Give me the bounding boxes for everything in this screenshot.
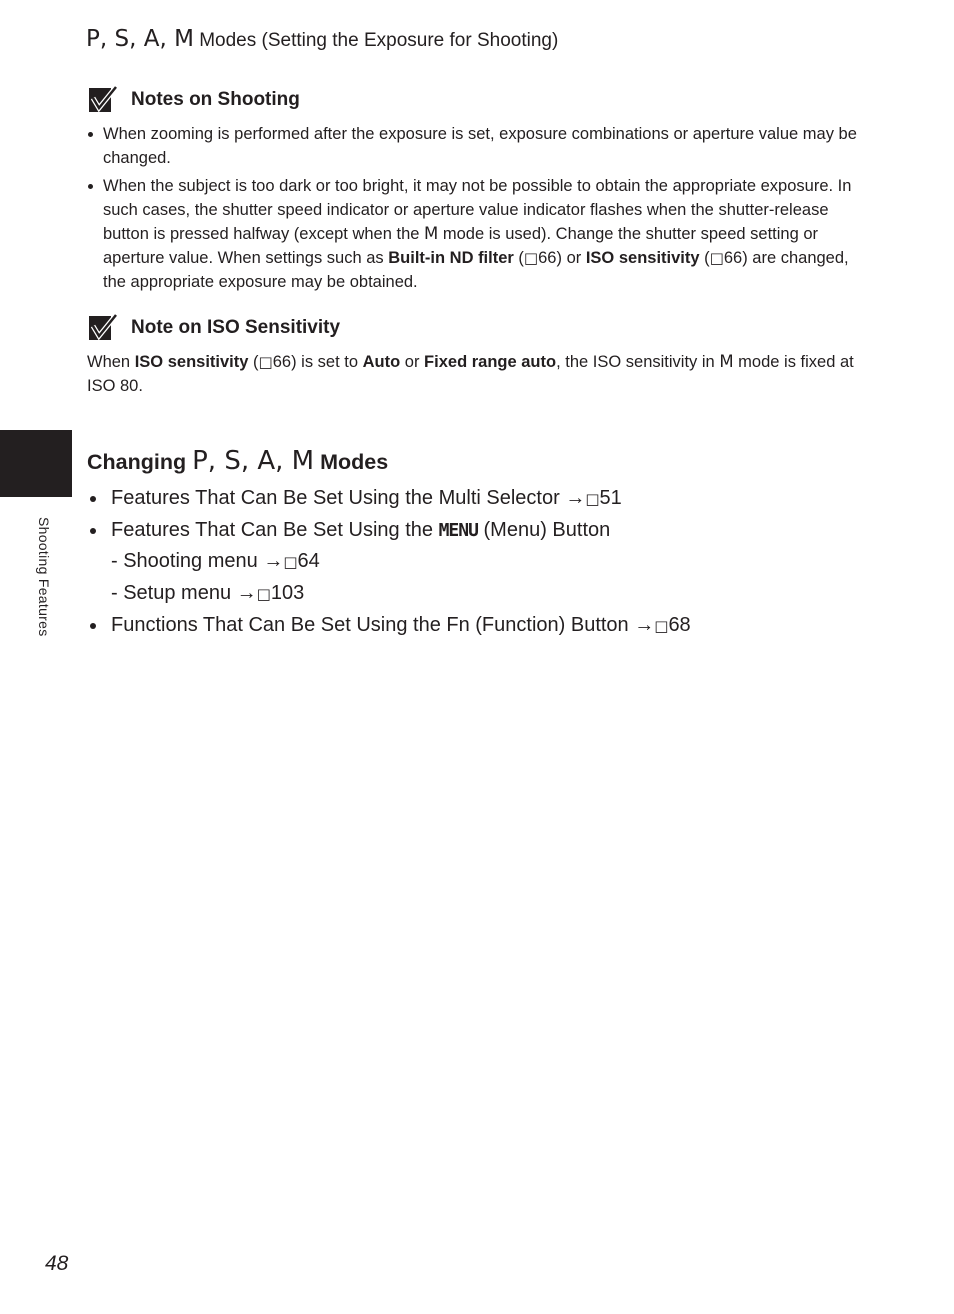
- item-text: Functions That Can Be Set Using the Fn (Function) Button: [111, 614, 629, 636]
- item-text: Features That Can Be Set Using the: [111, 519, 434, 541]
- notes-heading-text: Notes on Shooting: [131, 89, 300, 110]
- iso-text: mode is fixed at ISO 80.: [87, 353, 854, 395]
- book-icon: □: [523, 249, 539, 267]
- iso-text: , the ISO sensitivity in: [556, 353, 715, 371]
- list-item: [88, 610, 691, 642]
- note-on-iso-heading: [88, 314, 340, 342]
- header-title-text: Modes (Setting the Exposure for Shooting): [199, 30, 559, 51]
- mode-m-glyph: M: [719, 352, 734, 371]
- page-ref: 66: [272, 353, 292, 371]
- section-title: [87, 446, 388, 476]
- arrow-right-icon: →: [565, 487, 586, 509]
- menu-button-icon: MENU: [438, 520, 478, 541]
- iso-text: is set to: [301, 353, 359, 371]
- book-icon: □: [258, 353, 273, 371]
- changing-modes-list: [88, 483, 691, 642]
- page-ref[interactable]: 64: [297, 550, 320, 572]
- setting-value: Auto: [362, 353, 401, 371]
- note-text: or: [566, 249, 582, 267]
- list-item: [88, 515, 691, 546]
- section-title-modes: P, S, A, M: [192, 446, 315, 476]
- iso-heading-text: Note on ISO Sensitivity: [131, 317, 341, 338]
- iso-text: or: [404, 353, 420, 371]
- section-title-prefix: Changing: [87, 450, 187, 474]
- side-tab: [0, 430, 72, 497]
- setting-value: Fixed range auto: [424, 353, 557, 371]
- notes-list: [86, 122, 866, 298]
- page-ref[interactable]: 103: [270, 582, 305, 604]
- arrow-right-icon: →: [236, 582, 257, 604]
- list-item: When the subject is too dark or too bright, it may not be possible to obtain the appropriate exposure. In such cases, the shutter speed indicator or aperture value indicator flashes when the shutter-release button is pressed halfway (except when the M mode is used). Change the shutter speed setting or aperture value. When settings such as Built-in ND filter (□66) or ISO sensitivity (□66) are changed, the appropriate exposure may be obtained.: [86, 174, 866, 294]
- book-icon: □: [585, 490, 600, 508]
- note-check-icon: [88, 86, 118, 114]
- note-check-icon: [88, 314, 118, 342]
- page-number: 48: [45, 1252, 69, 1275]
- note-text: When the subject is too dark or too bright, it may not be possible to obtain the appropriate exposure. In such cases, the shutter speed indicator or aperture value indicator flashes when the shutter-release button is pressed halfway (except when the: [103, 177, 852, 243]
- page-ref: 66: [538, 249, 557, 267]
- setting-name: ISO sensitivity: [134, 353, 249, 371]
- setting-name: Built-in ND filter: [388, 249, 514, 267]
- item-text: Shooting menu: [123, 550, 258, 572]
- note-text: mode is used). Change the shutter speed setting or aperture value. When settings such as: [103, 225, 819, 267]
- setting-name: ISO sensitivity: [585, 249, 700, 267]
- page-ref[interactable]: 51: [599, 487, 622, 509]
- list-item: [88, 483, 691, 515]
- book-icon: □: [256, 585, 271, 603]
- book-icon: □: [283, 553, 298, 571]
- page-ref: 66: [723, 249, 743, 267]
- header-modes: P, S, A, M: [86, 26, 194, 52]
- note-text: When zooming is performed after the exposure is set, exposure combinations or aperture value may be changed.: [103, 125, 857, 167]
- iso-text: When: [87, 353, 131, 371]
- page-ref[interactable]: 68: [668, 614, 691, 636]
- list-item: - Setup menu →□103: [111, 582, 305, 604]
- arrow-right-icon: →: [634, 614, 655, 636]
- mode-m-glyph: M: [424, 224, 439, 243]
- item-text: Features That Can Be Set Using the Multi Selector: [111, 487, 560, 509]
- notes-on-shooting-heading: [88, 86, 300, 114]
- note-text: are changed, the appropriate exposure may be obtained.: [103, 249, 849, 291]
- book-icon: □: [709, 249, 724, 267]
- list-item: - Shooting menu →□64: [111, 550, 320, 572]
- item-text: Setup menu: [123, 582, 232, 604]
- arrow-right-icon: →: [263, 550, 284, 572]
- book-icon: □: [654, 617, 669, 635]
- iso-paragraph: When ISO sensitivity (□66) is set to Auto or Fixed range auto, the ISO sensitivity in M mode is fixed at ISO 80.: [87, 352, 854, 395]
- page-header: [86, 26, 558, 52]
- side-label: Shooting Features: [36, 517, 52, 637]
- section-title-suffix: Modes: [320, 450, 389, 474]
- item-text: (Menu) Button: [483, 519, 611, 541]
- list-item: [86, 122, 866, 170]
